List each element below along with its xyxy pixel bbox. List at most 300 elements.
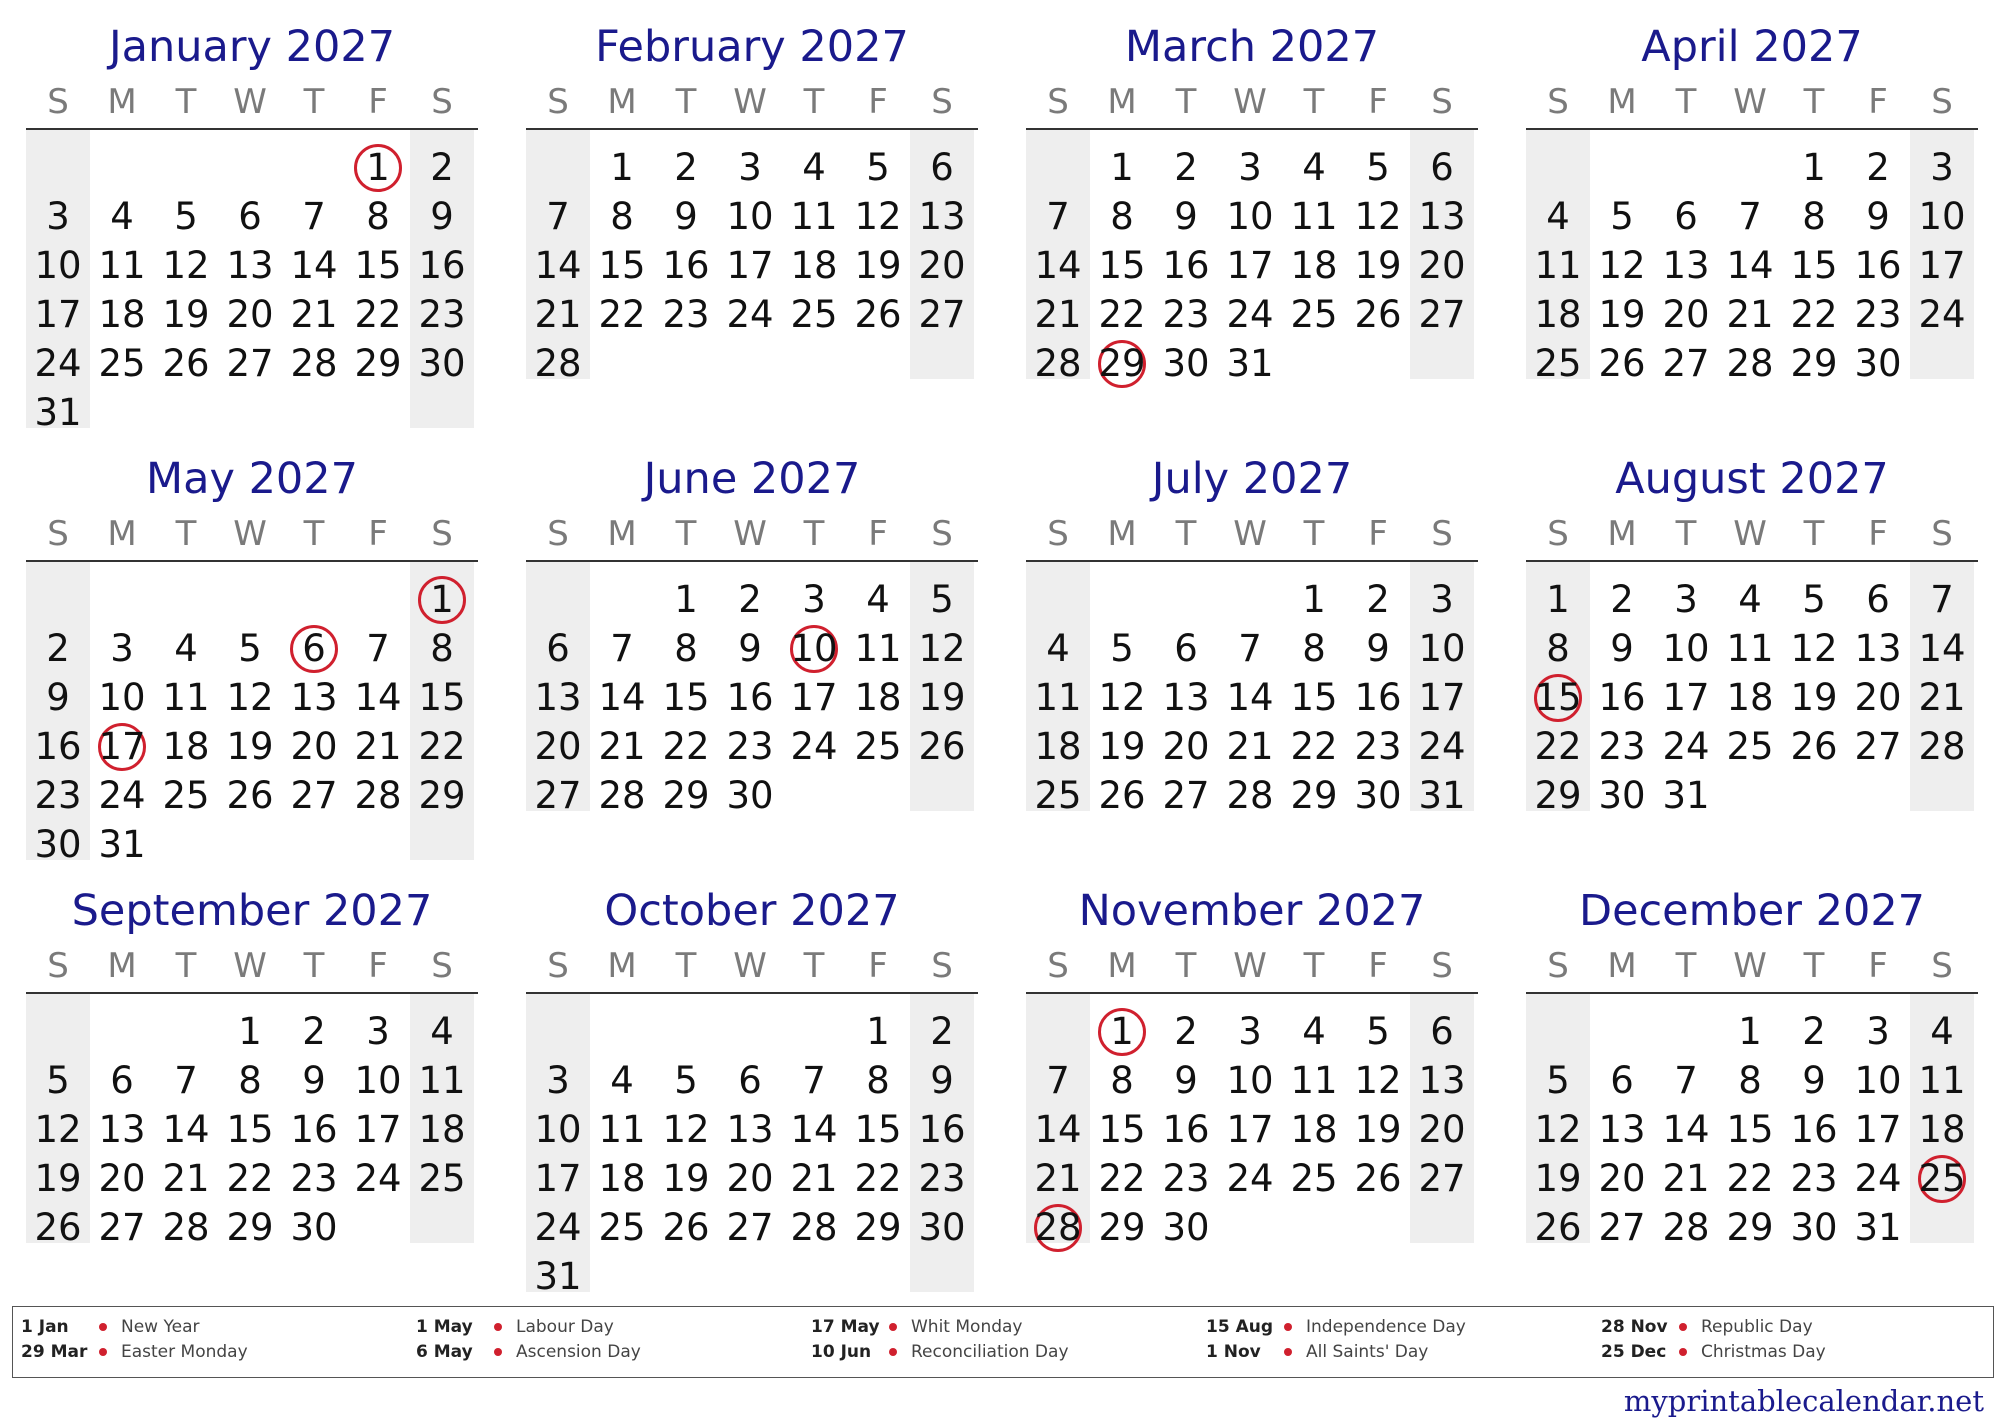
- day-cell: 31: [1854, 1206, 1902, 1249]
- day-cell: 21: [534, 293, 582, 336]
- day-cell: 22: [226, 1157, 274, 1200]
- weekday-header: T: [1675, 82, 1697, 122]
- month-calendar: [526, 878, 978, 1298]
- day-cell: 17: [1226, 244, 1274, 287]
- weekday-header: S: [47, 946, 69, 986]
- day-cell: 22: [418, 725, 466, 768]
- day-cell: 2: [302, 1010, 326, 1053]
- day-cell: 16: [418, 244, 466, 287]
- day-cell: 13: [534, 676, 582, 719]
- day-cell: 1: [610, 146, 634, 189]
- legend-holiday-name: Reconciliation Day: [911, 1342, 1069, 1362]
- day-cell: 14: [1226, 676, 1274, 719]
- day-cell: 11: [1726, 627, 1774, 670]
- day-cell: 22: [1290, 725, 1338, 768]
- day-cell: 7: [1930, 578, 1954, 621]
- day-cell: 12: [1790, 627, 1838, 670]
- day-cell: 23: [1790, 1157, 1838, 1200]
- day-cell: 4: [866, 578, 890, 621]
- day-cell: 23: [726, 725, 774, 768]
- day-cell: 27: [534, 774, 582, 817]
- month-title: October 2027: [604, 886, 900, 936]
- weekday-header: T: [303, 82, 325, 122]
- day-cell: 17: [534, 1157, 582, 1200]
- day-cell: 18: [598, 1157, 646, 1200]
- day-cell: 5: [1802, 578, 1826, 621]
- day-cell: 19: [226, 725, 274, 768]
- day-cell: 30: [918, 1206, 966, 1249]
- day-cell: 6: [238, 195, 262, 238]
- weekday-header: M: [1607, 514, 1637, 554]
- weekday-header: W: [233, 82, 267, 122]
- day-cell: 2: [1866, 146, 1890, 189]
- legend-date: 1 May: [416, 1317, 473, 1337]
- day-cell: 23: [1162, 293, 1210, 336]
- day-cell: 4: [1546, 195, 1570, 238]
- day-cell: 24: [1226, 293, 1274, 336]
- day-cell: 21: [1726, 293, 1774, 336]
- day-cell: 11: [1290, 195, 1338, 238]
- day-cell: 26: [1354, 1157, 1402, 1200]
- day-cell: 15: [662, 676, 710, 719]
- day-cell: 1: [1546, 578, 1570, 621]
- day-cell: 25: [1290, 293, 1338, 336]
- day-cell: 11: [98, 244, 146, 287]
- day-cell: 1: [1110, 146, 1134, 189]
- weekday-header: F: [1368, 514, 1388, 554]
- weekday-header: M: [1107, 82, 1137, 122]
- weekday-header-row: [1026, 508, 1478, 562]
- day-cell: 27: [98, 1206, 146, 1249]
- day-cell: 2: [930, 1010, 954, 1053]
- day-cell: 26: [918, 725, 966, 768]
- day-cell: 19: [1354, 1108, 1402, 1151]
- day-cell: 15: [418, 676, 466, 719]
- weekday-header: F: [868, 946, 888, 986]
- day-cell: 23: [1354, 725, 1402, 768]
- day-cell: 1: [430, 578, 454, 621]
- day-cell: 21: [1918, 676, 1966, 719]
- day-cell: 30: [1162, 1206, 1210, 1249]
- day-cell: 6: [546, 627, 570, 670]
- weekday-header: F: [1868, 82, 1888, 122]
- day-cell: 4: [174, 627, 198, 670]
- weekday-header: W: [1733, 82, 1767, 122]
- day-cell: 25: [418, 1157, 466, 1200]
- weekday-header: F: [368, 82, 388, 122]
- day-cell: 10: [98, 676, 146, 719]
- day-cell: 21: [1034, 1157, 1082, 1200]
- day-cell: 17: [790, 676, 838, 719]
- day-cell: 16: [34, 725, 82, 768]
- day-cell: 8: [1802, 195, 1826, 238]
- day-cell: 17: [1662, 676, 1710, 719]
- day-cell: 9: [738, 627, 762, 670]
- day-cell: 7: [610, 627, 634, 670]
- day-cell: 6: [738, 1059, 762, 1102]
- day-cell: 3: [802, 578, 826, 621]
- legend-holiday-name: Whit Monday: [911, 1317, 1023, 1337]
- day-cell: 4: [1046, 627, 1070, 670]
- legend-holiday-name: Easter Monday: [121, 1342, 248, 1362]
- day-cell: 8: [674, 627, 698, 670]
- day-cell: 23: [1598, 725, 1646, 768]
- day-cell: 13: [1598, 1108, 1646, 1151]
- weekday-header: S: [431, 514, 453, 554]
- day-cell: 22: [1790, 293, 1838, 336]
- day-cell: 17: [1226, 1108, 1274, 1151]
- weekday-header: S: [1431, 514, 1453, 554]
- day-cell: 14: [1034, 1108, 1082, 1151]
- day-cell: 11: [418, 1059, 466, 1102]
- weekday-header: S: [547, 514, 569, 554]
- month-title: January 2027: [108, 22, 396, 72]
- day-cell: 13: [1162, 676, 1210, 719]
- day-cell: 8: [866, 1059, 890, 1102]
- day-cell: 24: [354, 1157, 402, 1200]
- day-cell: 6: [1430, 1010, 1454, 1053]
- day-cell: 14: [1034, 244, 1082, 287]
- day-cell: 2: [46, 627, 70, 670]
- legend-date: 1 Nov: [1206, 1342, 1261, 1362]
- day-cell: 20: [1854, 676, 1902, 719]
- day-cell: 31: [34, 391, 82, 434]
- day-cell: 7: [1046, 195, 1070, 238]
- day-cell: 4: [802, 146, 826, 189]
- day-cell: 10: [1918, 195, 1966, 238]
- day-cell: 17: [726, 244, 774, 287]
- legend-column: [803, 1315, 1198, 1371]
- day-cell: 25: [1290, 1157, 1338, 1200]
- day-cell: 12: [226, 676, 274, 719]
- day-cell: 9: [1174, 195, 1198, 238]
- month-calendar: [1526, 878, 1978, 1298]
- day-cell: 27: [1598, 1206, 1646, 1249]
- legend-column: [408, 1315, 803, 1371]
- day-cell: 10: [1226, 1059, 1274, 1102]
- weekday-header: S: [1047, 514, 1069, 554]
- day-cell: 14: [790, 1108, 838, 1151]
- weekday-header: S: [431, 82, 453, 122]
- day-cell: 16: [918, 1108, 966, 1151]
- legend-holiday-name: Christmas Day: [1701, 1342, 1826, 1362]
- day-cell: 22: [1098, 1157, 1146, 1200]
- day-cell: 3: [1866, 1010, 1890, 1053]
- day-cell: 21: [598, 725, 646, 768]
- legend-date: 25 Dec: [1601, 1342, 1667, 1362]
- day-cell: 2: [1174, 1010, 1198, 1053]
- day-cell: 26: [226, 774, 274, 817]
- weekday-header: F: [1868, 514, 1888, 554]
- day-cell: 20: [726, 1157, 774, 1200]
- day-cell: 9: [46, 676, 70, 719]
- day-cell: 23: [290, 1157, 338, 1200]
- weekday-header-row: [1026, 76, 1478, 130]
- day-cell: 29: [854, 1206, 902, 1249]
- day-cell: 9: [1366, 627, 1390, 670]
- day-cell: 15: [598, 244, 646, 287]
- day-cell: 14: [1918, 627, 1966, 670]
- weekday-header: F: [368, 514, 388, 554]
- day-cell: 29: [1290, 774, 1338, 817]
- day-cell: 21: [790, 1157, 838, 1200]
- day-cell: 9: [674, 195, 698, 238]
- weekday-header: T: [1303, 514, 1325, 554]
- weekday-header: M: [107, 514, 137, 554]
- month-calendar: [526, 14, 978, 434]
- weekday-header-row: [26, 76, 478, 130]
- day-cell: 17: [1918, 244, 1966, 287]
- legend-date: 29 Mar: [21, 1342, 88, 1362]
- day-cell: 28: [1226, 774, 1274, 817]
- weekday-header: S: [1047, 82, 1069, 122]
- weekday-header: S: [1547, 946, 1569, 986]
- legend-date: 10 Jun: [811, 1342, 872, 1362]
- day-cell: 2: [738, 578, 762, 621]
- holiday-dot-icon: [889, 1348, 897, 1356]
- weekday-header: S: [547, 946, 569, 986]
- day-cell: 10: [534, 1108, 582, 1151]
- weekday-header: M: [1607, 82, 1637, 122]
- day-cell: 20: [290, 725, 338, 768]
- day-cell: 19: [162, 293, 210, 336]
- day-cell: 7: [1046, 1059, 1070, 1102]
- day-cell: 13: [1418, 195, 1466, 238]
- day-cell: 14: [354, 676, 402, 719]
- day-cell: 28: [162, 1206, 210, 1249]
- day-cell: 10: [790, 627, 838, 670]
- day-cell: 16: [662, 244, 710, 287]
- legend-holiday-name: New Year: [121, 1317, 200, 1337]
- day-cell: 24: [726, 293, 774, 336]
- day-cell: 21: [1226, 725, 1274, 768]
- legend-entry: [13, 1315, 408, 1339]
- day-cell: 7: [174, 1059, 198, 1102]
- legend-holiday-name: All Saints' Day: [1306, 1342, 1429, 1362]
- legend-entry: [13, 1340, 408, 1364]
- day-cell: 3: [1430, 578, 1454, 621]
- day-cell: 15: [1534, 676, 1582, 719]
- day-cell: 1: [1802, 146, 1826, 189]
- day-cell: 29: [1790, 342, 1838, 385]
- day-cell: 2: [1174, 146, 1198, 189]
- day-cell: 11: [598, 1108, 646, 1151]
- day-cell: 18: [790, 244, 838, 287]
- day-cell: 29: [662, 774, 710, 817]
- day-cell: 5: [46, 1059, 70, 1102]
- day-cell: 24: [790, 725, 838, 768]
- weekday-header: W: [1733, 514, 1767, 554]
- day-cell: 4: [1930, 1010, 1954, 1053]
- day-cell: 7: [546, 195, 570, 238]
- day-cell: 26: [34, 1206, 82, 1249]
- day-cell: 3: [110, 627, 134, 670]
- day-cell: 25: [98, 342, 146, 385]
- weekday-header: W: [1233, 946, 1267, 986]
- month-title: April 2027: [1641, 22, 1863, 72]
- day-cell: 29: [1726, 1206, 1774, 1249]
- weekday-header-row: [1526, 940, 1978, 994]
- day-cell: 8: [610, 195, 634, 238]
- day-cell: 16: [290, 1108, 338, 1151]
- day-cell: 11: [854, 627, 902, 670]
- day-cell: 26: [1354, 293, 1402, 336]
- day-cell: 17: [1418, 676, 1466, 719]
- day-cell: 18: [1534, 293, 1582, 336]
- day-cell: 22: [598, 293, 646, 336]
- holiday-dot-icon: [889, 1323, 897, 1331]
- day-cell: 22: [1098, 293, 1146, 336]
- day-cell: 22: [1534, 725, 1582, 768]
- weekday-header: T: [675, 82, 697, 122]
- day-cell: 18: [1290, 1108, 1338, 1151]
- day-cell: 30: [290, 1206, 338, 1249]
- day-cell: 3: [1674, 578, 1698, 621]
- day-cell: 3: [738, 146, 762, 189]
- day-cell: 30: [1598, 774, 1646, 817]
- holiday-dot-icon: [494, 1323, 502, 1331]
- day-cell: 20: [534, 725, 582, 768]
- weekday-header: S: [931, 946, 953, 986]
- month-calendar: [1026, 14, 1478, 434]
- day-cell: 14: [162, 1108, 210, 1151]
- day-cell: 20: [226, 293, 274, 336]
- weekday-header: T: [175, 82, 197, 122]
- weekday-header: T: [1175, 514, 1197, 554]
- day-cell: 28: [790, 1206, 838, 1249]
- day-cell: 13: [226, 244, 274, 287]
- legend-entry: [408, 1315, 803, 1339]
- day-cell: 19: [1598, 293, 1646, 336]
- month-calendar: [26, 878, 478, 1298]
- weekday-header: S: [931, 82, 953, 122]
- day-cell: 28: [354, 774, 402, 817]
- day-cell: 29: [418, 774, 466, 817]
- day-cell: 9: [1610, 627, 1634, 670]
- weekday-header: M: [607, 514, 637, 554]
- day-cell: 28: [1034, 342, 1082, 385]
- legend-holiday-name: Ascension Day: [516, 1342, 641, 1362]
- day-cell: 9: [430, 195, 454, 238]
- day-cell: 30: [726, 774, 774, 817]
- day-cell: 15: [1098, 244, 1146, 287]
- day-cell: 17: [98, 725, 146, 768]
- day-cell: 21: [162, 1157, 210, 1200]
- day-cell: 13: [1662, 244, 1710, 287]
- day-cell: 12: [34, 1108, 82, 1151]
- weekday-header: S: [1547, 82, 1569, 122]
- day-cell: 1: [674, 578, 698, 621]
- day-cell: 1: [238, 1010, 262, 1053]
- day-cell: 26: [1534, 1206, 1582, 1249]
- day-cell: 25: [854, 725, 902, 768]
- day-cell: 3: [546, 1059, 570, 1102]
- day-cell: 12: [1598, 244, 1646, 287]
- day-cell: 29: [226, 1206, 274, 1249]
- day-cell: 21: [1662, 1157, 1710, 1200]
- legend-column: [13, 1315, 408, 1371]
- day-cell: 8: [238, 1059, 262, 1102]
- day-cell: 30: [1790, 1206, 1838, 1249]
- weekday-header: T: [175, 946, 197, 986]
- day-cell: 22: [854, 1157, 902, 1200]
- month-title: September 2027: [71, 886, 433, 936]
- day-cell: 19: [1790, 676, 1838, 719]
- day-cell: 15: [354, 244, 402, 287]
- month-calendar: [1026, 878, 1478, 1298]
- day-cell: 26: [1098, 774, 1146, 817]
- site-credit-link[interactable]: myprintablecalendar.net: [1623, 1384, 1984, 1418]
- day-cell: 6: [930, 146, 954, 189]
- day-cell: 8: [1546, 627, 1570, 670]
- day-cell: 29: [1534, 774, 1582, 817]
- day-cell: 13: [98, 1108, 146, 1151]
- day-cell: 6: [1174, 627, 1198, 670]
- month-title: July 2027: [1151, 454, 1353, 504]
- day-cell: 16: [726, 676, 774, 719]
- day-cell: 2: [1366, 578, 1390, 621]
- holiday-dot-icon: [1679, 1323, 1687, 1331]
- legend-entry: [1593, 1315, 1988, 1339]
- day-cell: 17: [34, 293, 82, 336]
- day-cell: 18: [854, 676, 902, 719]
- day-cell: 12: [1534, 1108, 1582, 1151]
- day-cell: 8: [1110, 1059, 1134, 1102]
- month-title: May 2027: [146, 454, 358, 504]
- day-cell: 2: [1610, 578, 1634, 621]
- month-title: February 2027: [595, 22, 909, 72]
- weekday-header: F: [1868, 946, 1888, 986]
- legend-date: 17 May: [811, 1317, 880, 1337]
- day-cell: 28: [290, 342, 338, 385]
- day-cell: 3: [46, 195, 70, 238]
- day-cell: 23: [1854, 293, 1902, 336]
- weekday-header: T: [1803, 82, 1825, 122]
- day-cell: 28: [1034, 1206, 1082, 1249]
- day-cell: 9: [1174, 1059, 1198, 1102]
- day-cell: 18: [98, 293, 146, 336]
- day-cell: 23: [918, 1157, 966, 1200]
- day-cell: 8: [430, 627, 454, 670]
- day-cell: 14: [598, 676, 646, 719]
- weekday-header: T: [675, 946, 697, 986]
- day-cell: 17: [1854, 1108, 1902, 1151]
- day-cell: 9: [1802, 1059, 1826, 1102]
- weekday-header: W: [733, 514, 767, 554]
- day-cell: 23: [34, 774, 82, 817]
- day-cell: 30: [1854, 342, 1902, 385]
- day-cell: 3: [1238, 1010, 1262, 1053]
- day-cell: 6: [302, 627, 326, 670]
- day-cell: 13: [918, 195, 966, 238]
- weekday-header: T: [675, 514, 697, 554]
- day-cell: 26: [162, 342, 210, 385]
- legend-entry: [803, 1340, 1198, 1364]
- day-cell: 5: [238, 627, 262, 670]
- holiday-dot-icon: [1679, 1348, 1687, 1356]
- weekday-header: S: [1547, 514, 1569, 554]
- legend-entry: [1593, 1340, 1988, 1364]
- weekday-header: M: [107, 82, 137, 122]
- holiday-dot-icon: [1284, 1323, 1292, 1331]
- day-cell: 24: [1418, 725, 1466, 768]
- day-cell: 14: [290, 244, 338, 287]
- month-title: August 2027: [1615, 454, 1889, 504]
- weekday-header-row: [26, 508, 478, 562]
- day-cell: 8: [366, 195, 390, 238]
- legend-column: [1198, 1315, 1593, 1371]
- weekday-header: T: [1803, 946, 1825, 986]
